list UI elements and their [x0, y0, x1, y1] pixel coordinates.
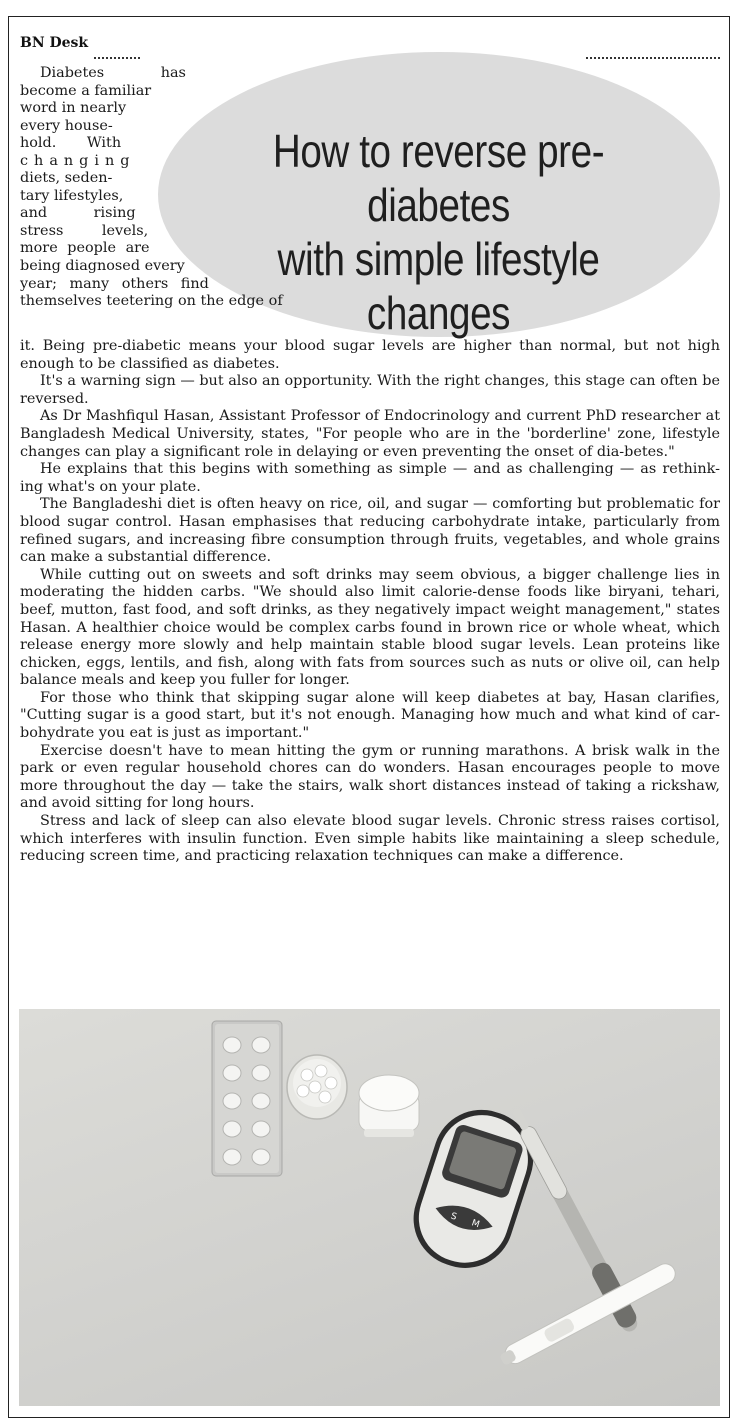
headline: [218, 124, 659, 340]
intro-line: [20, 293, 283, 311]
dotted-rule-right: [586, 57, 720, 59]
intro-line: [20, 83, 151, 101]
intro-text: stress levels,: [20, 223, 149, 239]
intro-line: [20, 276, 209, 294]
intro-text: and rising: [20, 205, 136, 221]
photo-illustration: [19, 1009, 720, 1406]
pill-jar-icon: [287, 1055, 347, 1119]
meter-button-s: S: [449, 1211, 458, 1223]
intro-line: [20, 258, 185, 276]
intro-text: changing: [20, 153, 136, 169]
headline-line-3: changes: [366, 287, 511, 339]
intro-line: [20, 170, 112, 188]
intro-line: [20, 65, 194, 83]
headline-line-1: How to reverse pre-diabetes: [272, 125, 605, 231]
intro-text: diets, seden-: [20, 170, 113, 186]
intro-text: hold. With: [20, 135, 122, 151]
paragraph: He explains that this begins with something as simple — and as challenging — as rethink-ing what's on your plate.: [20, 461, 720, 495]
article-body: [20, 338, 720, 866]
intro-text: become a familiar: [20, 83, 152, 99]
intro-line: [20, 100, 126, 118]
paragraph: For those who think that skipping sugar alone will keep diabetes at bay, Hasan clarifies, "Cutting sugar is a good start, but it's not enough. Managing how much and what kind of car-bohydrate you eat is just as important.": [20, 689, 720, 742]
intro-line: [20, 153, 135, 171]
intro-text: tary lifestyles,: [20, 188, 124, 204]
intro-text: more people are: [20, 240, 150, 256]
intro-line: [20, 135, 121, 153]
article-photo: [19, 1009, 720, 1406]
paragraph: While cutting out on sweets and soft drinks may seem obvious, a bigger challenge lies in moderating the hidden carbs. "We should also limit calorie-dense foods like biryani, tehari, beef, mutton, fast food, and soft drinks, as they negatively impact weight management," states Hasan. A healthier choice would be complex carbs found in brown rice or whole wheat, which release energy more slowly and help maintain stable blood sugar levels. Lean proteins like chicken, eggs, lentils, and fish, along with fats from sources such as nuts or olive oil, can help balance meals and keep you fuller for longer.: [20, 566, 720, 689]
lancet-pen-icon: [497, 1260, 679, 1369]
paragraph: As Dr Mashfiqul Hasan, Assistant Professor of Endocrinology and current PhD researcher at Bangladesh Medical University, states, "For people who are in the 'borderline' zone, lifestyle changes can play a significant role in delaying or even preventing the onset of dia-betes.": [20, 408, 720, 460]
paragraph: The Bangladeshi diet is often heavy on rice, oil, and sugar — comforting but problematic for blood sugar control. Hasan emphasises that reducing carbohydrate intake, particularly from refined sugars, and increasing fibre consumption through fruits, vegetables, and whole grains can make a substantial difference.: [20, 496, 720, 566]
headline-line-2: with simple lifestyle: [277, 233, 600, 285]
intro-line: [20, 118, 113, 136]
intro-line: [20, 223, 148, 241]
intro-text: being diagnosed every: [20, 258, 185, 274]
intro-text: year; many others find: [20, 276, 209, 292]
paragraph: It's a warning sign — but also an opportunity. With the right changes, this stage can often be reversed.: [20, 373, 720, 407]
meter-button-m: M: [470, 1218, 481, 1231]
intro-line: [20, 188, 123, 206]
blister-pack-icon: [212, 1021, 282, 1176]
intro-text: word in nearly: [20, 100, 127, 116]
paragraph: Stress and lack of sleep can also elevate blood sugar levels. Chronic stress raises cortisol, which interferes with insulin function. Even simple habits like maintaining a sleep schedule, reducing screen time, and practicing relaxation techniques can make a difference.: [20, 813, 720, 865]
dotted-rule-left: [94, 57, 140, 59]
intro-text: Diabetes has: [40, 65, 186, 81]
paragraph: it. Being pre-diabetic means your blood sugar levels are higher than normal, but not high enough to be classified as diabetes.: [20, 338, 720, 372]
byline: BN Desk: [20, 35, 89, 51]
intro-text: every house-: [20, 118, 113, 134]
paragraph: Exercise doesn't have to mean hitting the gym or running marathons. A brisk walk in the park or even regular household chores can do wonders. Hasan encourages people to move more throughout the day — take the stairs, walk short distances instead of taking a rickshaw, and avoid sitting for long hours.: [20, 742, 720, 812]
intro-line: [20, 205, 136, 223]
intro-text: themselves teetering on the edge of: [20, 293, 283, 309]
intro-line: [20, 240, 150, 258]
capsule-container-icon: [359, 1075, 419, 1137]
